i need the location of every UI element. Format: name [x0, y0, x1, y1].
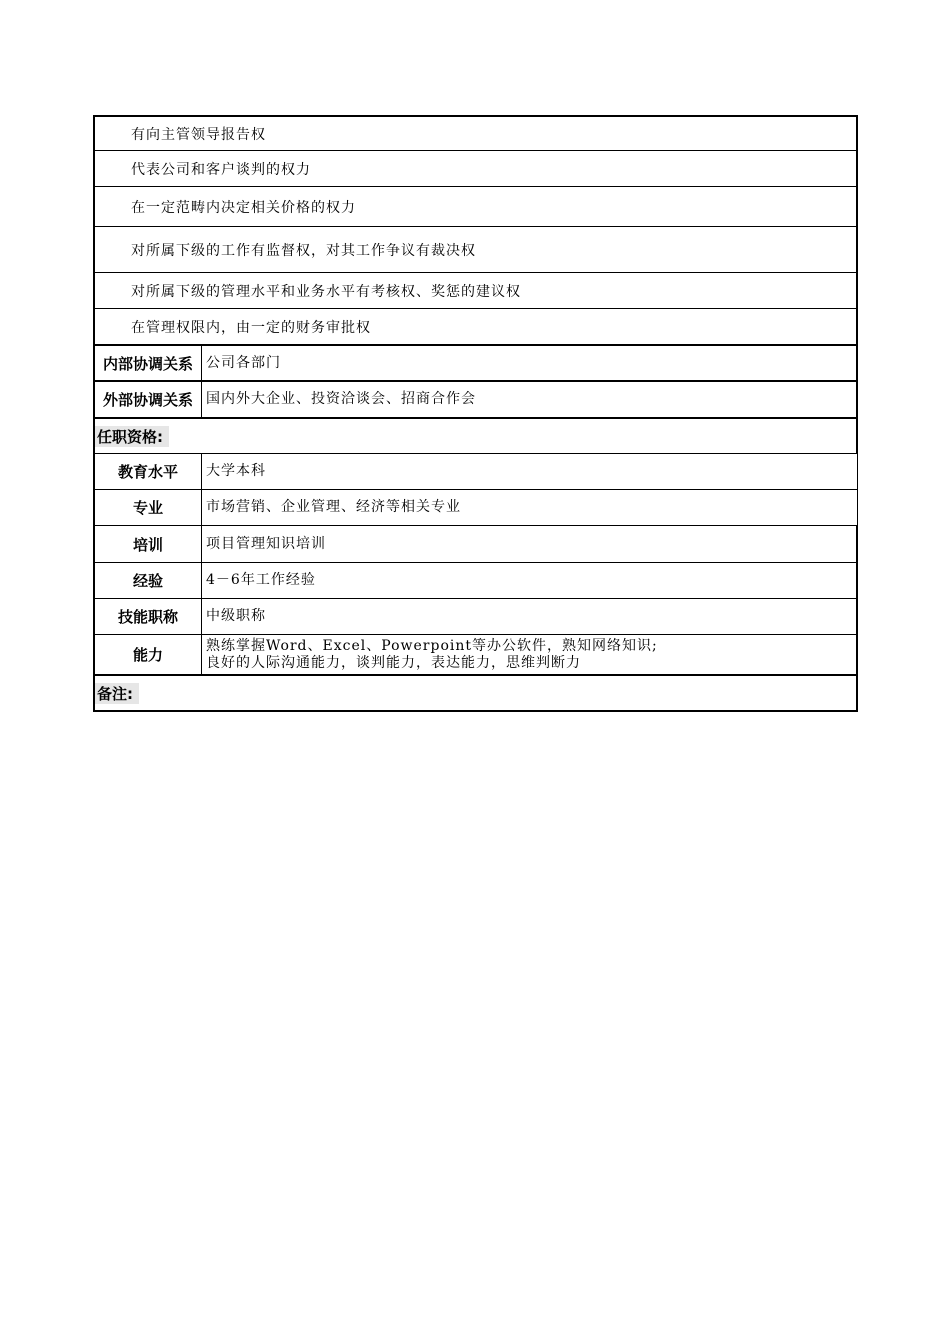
authority-item: 有向主管领导报告权: [131, 126, 266, 143]
qualifications-header-row: [93, 419, 858, 454]
ability-line-1: 熟练掌握Word、Excel、Powerpoint等办公软件，熟知网络知识;: [206, 637, 658, 654]
remarks-row: [93, 676, 858, 712]
qualification-value: 市场营销、企业管理、经济等相关专业: [206, 499, 461, 515]
authority-row: [93, 151, 858, 187]
remarks-title: 备注:: [95, 683, 139, 704]
qualification-value: 大学本科: [206, 463, 266, 479]
qualification-label: 经验: [95, 563, 202, 598]
external-coordination-row: [93, 382, 858, 419]
authority-item: 代表公司和客户谈判的权力: [131, 161, 311, 178]
qualification-row: [93, 526, 858, 563]
qualification-value: 项目管理知识培训: [206, 535, 326, 552]
internal-coordination-label: 内部协调关系: [95, 346, 202, 380]
qualification-value: 中级职称: [206, 608, 266, 624]
internal-coordination-value: 公司各部门: [206, 354, 281, 371]
authority-item: 在管理权限内，由一定的财务审批权: [131, 319, 371, 336]
authority-item: 在一定范畴内决定相关价格的权力: [131, 199, 356, 216]
authority-item: 对所属下级的工作有监督权，对其工作争议有裁决权: [131, 242, 476, 259]
authority-row: [93, 309, 858, 346]
qualification-value: 4－6年工作经验: [206, 572, 316, 588]
qualifications-title: 任职资格:: [95, 426, 169, 447]
qualification-row: [93, 563, 858, 599]
job-description-table: [93, 115, 858, 712]
qualification-row: [93, 599, 858, 635]
authority-row: [93, 187, 858, 227]
qualification-label: 培训: [95, 526, 202, 562]
qualification-label: 技能职称: [95, 599, 202, 634]
qualification-row: [93, 454, 858, 490]
qualification-value: [202, 638, 658, 672]
authority-row: [93, 273, 858, 309]
qualification-label: 能力: [95, 635, 202, 674]
qualification-label: 教育水平: [95, 454, 202, 489]
ability-line-2: 良好的人际沟通能力，谈判能力，表达能力，思维判断力: [206, 654, 581, 671]
external-coordination-label: 外部协调关系: [95, 382, 202, 417]
internal-coordination-row: [93, 346, 858, 382]
external-coordination-value: 国内外大企业、投资洽谈会、招商合作会: [206, 391, 476, 407]
qualification-row: [93, 635, 858, 676]
authority-item: 对所属下级的管理水平和业务水平有考核权、奖惩的建议权: [131, 283, 521, 300]
qualification-row: [93, 490, 858, 526]
authority-row: [93, 115, 858, 151]
authority-row: [93, 227, 858, 273]
qualification-label: 专业: [95, 490, 202, 525]
